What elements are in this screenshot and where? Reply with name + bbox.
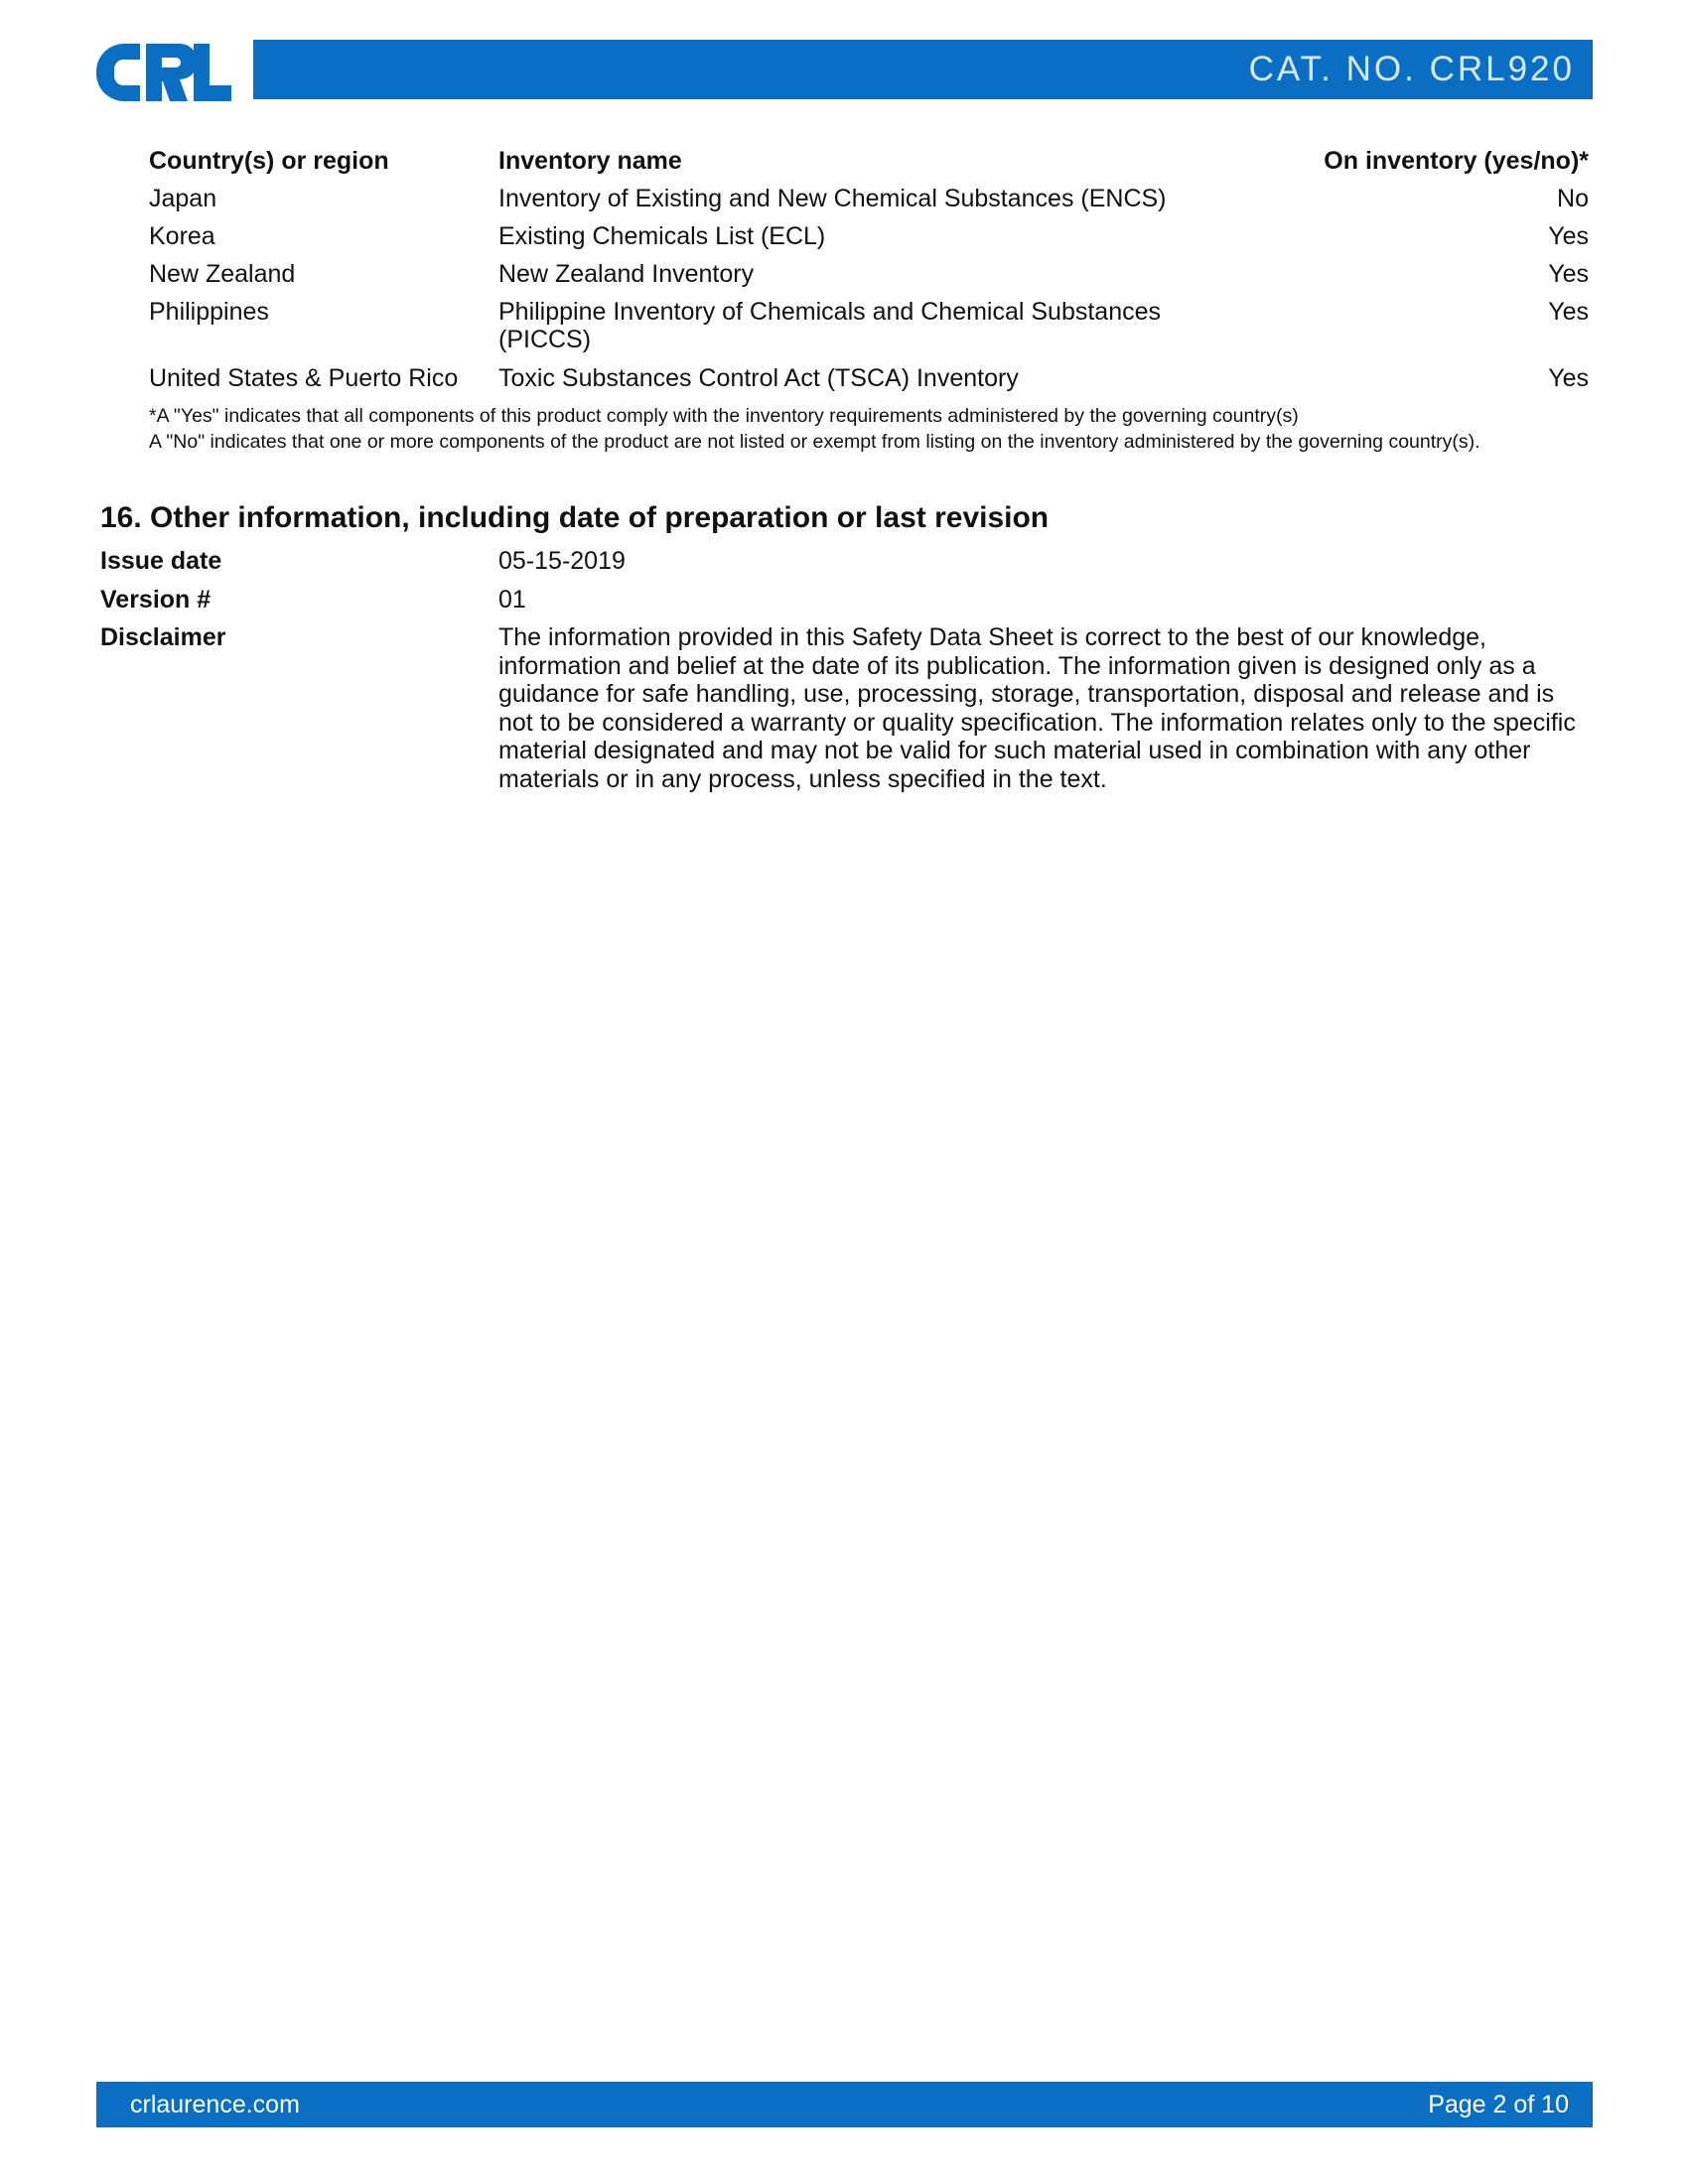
table-header-row	[149, 147, 1589, 185]
on-inventory-cell: Yes	[1548, 298, 1589, 326]
inventory-cell: Inventory of Existing and New Chemical Substances (ENCS)	[498, 185, 1167, 212]
table-row	[149, 298, 1589, 364]
page-number: Page 2 of 10	[1428, 2091, 1569, 2118]
inventory-cell: New Zealand Inventory	[498, 260, 755, 288]
table-row	[149, 260, 1589, 298]
on-inventory-cell: Yes	[1548, 364, 1589, 392]
on-inventory-cell: No	[1557, 185, 1589, 212]
on-inventory-cell: Yes	[1548, 222, 1589, 250]
country-cell: United States & Puerto Rico	[149, 364, 459, 392]
column-header-country: Country(s) or region	[149, 147, 389, 175]
issue-date-value: 05-15-2019	[498, 547, 626, 575]
country-cell: New Zealand	[149, 260, 296, 288]
section-16-title: 16. Other information, including date of preparation or last revision	[100, 501, 1050, 534]
issue-date-label: Issue date	[100, 547, 222, 575]
catalog-number: CAT. NO. CRL920	[1248, 50, 1575, 88]
version-value: 01	[498, 586, 526, 614]
inventory-footnote	[149, 403, 1589, 455]
country-cell: Philippines	[149, 298, 269, 326]
inventory-cell: Philippine Inventory of Chemicals and Chemical Substances (PICCS)	[498, 298, 1162, 353]
disclaimer-text: The information provided in this Safety Data Sheet is correct to the best of our knowledge, information and belief at the date of its publication. The information given is designed only as a guidance for safe handling, use, processing, storage, transportation, disposal and release and is not to be considered a warranty or quality specification. The information relates only to the specific material designated and may not be valid for such material used in combination with any other materials or in any process, unless specified in the text.	[498, 623, 1576, 793]
inventory-cell: Existing Chemicals List (ECL)	[498, 222, 826, 250]
disclaimer-label: Disclaimer	[100, 623, 226, 651]
website-link[interactable]: crlaurence.com	[130, 2091, 300, 2118]
inventory-cell: Toxic Substances Control Act (TSCA) Inventory	[498, 364, 1019, 392]
table-row	[149, 185, 1589, 222]
table-row	[149, 222, 1589, 260]
inventory-table	[149, 147, 1589, 402]
table-row	[149, 364, 1589, 402]
footnote-no: A "No" indicates that one or more components of the product are not listed or exempt from listing on the inventory administered by the governing country(s).	[149, 431, 1480, 453]
footer-bar	[96, 2082, 1593, 2127]
column-header-inventory: Inventory name	[498, 147, 682, 175]
country-cell: Japan	[149, 185, 217, 212]
crl-logo	[96, 44, 231, 101]
on-inventory-cell: Yes	[1548, 260, 1589, 288]
footnote-yes: *A "Yes" indicates that all components of this product comply with the inventory requirements administered by the governing country(s)	[149, 405, 1299, 427]
country-cell: Korea	[149, 222, 215, 250]
version-label: Version #	[100, 586, 211, 614]
column-header-on-inventory: On inventory (yes/no)*	[1324, 147, 1589, 175]
header-bar	[253, 40, 1593, 99]
